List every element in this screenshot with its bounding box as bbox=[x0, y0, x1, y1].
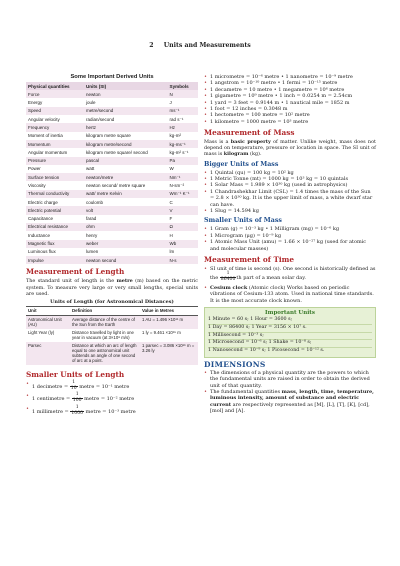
fraction-num: 1 bbox=[70, 406, 84, 412]
fraction-den: 100 bbox=[72, 398, 82, 404]
table-row bbox=[26, 115, 198, 123]
table-cell: weber bbox=[84, 240, 168, 248]
bigger-mass-list bbox=[204, 170, 376, 215]
time-item-2-bold: Cesium clock bbox=[210, 285, 248, 291]
table-cell: joule bbox=[84, 98, 168, 106]
important-unit-row: 1 Nanosecond = 10⁻⁹ s; 1 Picosecond = 10⁻¹² s. bbox=[208, 348, 325, 354]
table-row bbox=[26, 206, 198, 214]
left-column bbox=[26, 74, 198, 418]
table-cell: Power bbox=[26, 165, 84, 173]
table-cell: Surface tension bbox=[26, 173, 84, 181]
table-cell: Force bbox=[26, 90, 84, 98]
list-item-text: 1 hectometre = 100 metre = 10² metre bbox=[210, 112, 310, 119]
table-cell: metre/second bbox=[84, 107, 168, 115]
page-number: 2 bbox=[149, 42, 154, 49]
table-row bbox=[26, 90, 198, 98]
list-item-text: 1 kilometre = 1000 metre = 10³ metre bbox=[210, 118, 309, 125]
table-cell: Nm⁻¹ bbox=[168, 173, 199, 181]
table-cell: kg-m² s⁻¹ bbox=[168, 148, 199, 156]
length-conversions-list bbox=[204, 74, 376, 125]
table-cell: ohm bbox=[84, 223, 168, 231]
important-units-title: Important Units bbox=[265, 310, 315, 317]
list-item: • 1 Chandrashekhar Limit (CSL) = 1.4 times the mass of the Sun = 2.8 × 10³⁰ kg. It is the upper limit of mass, a white dwarf star can have. bbox=[204, 188, 373, 208]
table-cell: 1 ly = 9.461 ×10¹⁵ m bbox=[140, 329, 198, 342]
table-row bbox=[26, 123, 198, 131]
list-item: • 1 centimetre = $\frac{1}{100}$ metre = 10⁻² metre bbox=[26, 392, 135, 404]
dimensions-item-2: • The fundamental quantities mass, length, time, temperature, luminous intensity, amount of substance and electric current are respectively represented as [M], [L], [T], [K], [cd], [mol] and [A]. bbox=[204, 388, 374, 415]
table-row bbox=[26, 231, 198, 239]
table-cell: Capacitance bbox=[26, 215, 84, 223]
important-units-box bbox=[204, 307, 376, 358]
table-cell: Impulse bbox=[26, 256, 84, 264]
dimensions-item-1: • The dimensions of a physical quantity are the powers to which the fundamental units are raised in order to obtain the derived unit of that quantity. bbox=[204, 369, 370, 389]
table-row bbox=[26, 248, 198, 256]
length-heading: Measurement of Length bbox=[26, 267, 125, 277]
table-cell: Hz bbox=[168, 123, 199, 131]
table-cell: coulomb bbox=[84, 198, 168, 206]
astro-units-table bbox=[26, 306, 198, 365]
length-para-bold: metre bbox=[116, 278, 133, 285]
fraction-den: 10 bbox=[70, 385, 77, 391]
table-cell: Frequency bbox=[26, 123, 84, 131]
list-item: • 1 angstrom = 10⁻¹⁰ metre • 1 fermi = 10⁻¹⁵ metre bbox=[204, 80, 338, 87]
important-unit-row: 1 Day = 86400 s; 1 Year = 3156 × 10⁷ s. bbox=[208, 325, 372, 333]
table-cell: C bbox=[168, 198, 199, 206]
table-cell: kilogram metre square bbox=[84, 132, 168, 140]
table-row bbox=[26, 315, 198, 329]
list-item: • 1 decametre = 10 metre • 1 megametre = 10⁶ metre bbox=[204, 86, 345, 93]
table-cell: F bbox=[168, 215, 199, 223]
list-item-text: 1 decametre = 10 metre • 1 megametre = 10⁶ metre bbox=[210, 86, 345, 93]
list-item: • 1 decimetre = $\frac{1}{10}$ metre = 10⁻¹ metre bbox=[26, 379, 130, 391]
table-cell: H bbox=[168, 231, 199, 239]
table-cell: Speed bbox=[26, 107, 84, 115]
list-item: • 1 millimetre = $\frac{1}{1000}$ metre = 10⁻³ metre bbox=[26, 404, 136, 416]
table-cell: rad s⁻¹ bbox=[168, 115, 199, 123]
page-header bbox=[0, 42, 400, 49]
table-cell: Wb bbox=[168, 240, 199, 248]
list-item-text: 1 angstrom = 10⁻¹⁰ metre • 1 fermi = 10⁻¹⁵ metre bbox=[210, 80, 338, 87]
list-item-text: 1 Gram (g) = 10⁻³ kg • 1 Milligram (mg) = 10⁻⁶ kg bbox=[210, 226, 340, 233]
table-row bbox=[26, 240, 198, 248]
table-row bbox=[26, 342, 198, 365]
table-row bbox=[26, 148, 198, 156]
list-item-text: 1 Chandrashekhar Limit (CSL) = 1.4 times the mass of the Sun = 2.8 × 10³⁰ kg. It is the upper limit of mass, a white dwarf star can have. bbox=[210, 188, 373, 208]
list-item: • 1 Microgram (μg) = 10⁻⁹ kg bbox=[204, 232, 282, 239]
smaller-mass-list bbox=[204, 226, 376, 252]
list-item: • 1 micrometre = 10⁻⁶ metre • 1 nanometre = 10⁻⁹ metre bbox=[204, 74, 353, 80]
table-row bbox=[26, 190, 198, 198]
table-cell: N-s bbox=[168, 256, 199, 264]
table-cell: Distance at which an arc of length equal to one astronomical unit subtends an angle of one second of arc at a point. bbox=[70, 342, 140, 365]
time-item-2-text: (Atomic clock) Works based on periodic vibrations of Cesium-133 atom. Used in national time standards. It is the most accurate clock known. bbox=[210, 285, 374, 304]
list-item: • 1 gigametre = 10⁹ metre • 1 inch = 0.0254 m = 2.54cm bbox=[204, 93, 353, 100]
table-cell: kilogram metre square/ second bbox=[84, 148, 168, 156]
table-cell: Ω bbox=[168, 223, 199, 231]
table-row bbox=[26, 165, 198, 173]
table-cell: J bbox=[168, 98, 199, 106]
mass-para-text-3: (kg). bbox=[248, 151, 262, 158]
fraction-num: 1 bbox=[70, 381, 78, 387]
table-row bbox=[26, 107, 198, 115]
table-cell: Moment of inertia bbox=[26, 132, 84, 140]
list-item-text: 1 Solar Mass = 1.989 × 10³⁰ kg (used in astrophysics) bbox=[210, 182, 348, 189]
list-item: • 1 Slug = 14.594 kg bbox=[204, 207, 259, 214]
list-item: • 1 Atomic Mass Unit (amu) = 1.66 × 10⁻²⁷ kg (used for atomic and molecular masses) bbox=[204, 239, 367, 252]
table-cell: newton second bbox=[84, 256, 168, 264]
time-list bbox=[204, 266, 376, 304]
table-row bbox=[26, 98, 198, 106]
astro-col-header: Unit bbox=[26, 306, 70, 315]
list-item: • 1 Metric Tonne (mt) = 1000 kg = 10³ kg = 10 quintals bbox=[204, 175, 349, 182]
table-cell: newton bbox=[84, 90, 168, 98]
table-cell: kg-m² bbox=[168, 132, 199, 140]
derived-col-header: Symbols bbox=[168, 82, 199, 90]
mass-para-bold: basic property bbox=[230, 139, 271, 146]
length-para-text-2: (m) based on the metric system. To measure very large or very small lengths, special units are used. bbox=[26, 278, 198, 297]
dimensions-item-2-bold: mass, length, time, temperature, luminous intensity, amount of substance and electric current bbox=[210, 388, 374, 408]
item-text: metre = 10⁻¹ metre bbox=[77, 383, 130, 390]
time-item-1-text-2: th part of a mean solar day. bbox=[236, 275, 306, 282]
table-cell: Pressure bbox=[26, 157, 84, 165]
mass-paragraph bbox=[204, 139, 376, 157]
fraction bbox=[72, 393, 83, 404]
table-cell: hertz bbox=[84, 123, 168, 131]
derived-units-table bbox=[26, 82, 198, 264]
table-cell: Angular momentum bbox=[26, 148, 84, 156]
derived-col-header: Physical quantities bbox=[26, 82, 84, 90]
list-item-text: 1 foot = 12 inches = 0.3048 m bbox=[210, 106, 288, 113]
table-cell: Luminous flux bbox=[26, 248, 84, 256]
dimensions-item-1-text: The dimensions of a physical quantity are the powers to which the fundamental units are raised in order to obtain the derived unit of that quantity. bbox=[210, 369, 370, 389]
table-cell: henry bbox=[84, 231, 168, 239]
table-cell: Electric charge bbox=[26, 198, 84, 206]
table-cell: lm bbox=[168, 248, 199, 256]
time-item-1-text: SI unit of time is second (s). One second is historically defined as the bbox=[210, 266, 376, 282]
list-item-text: 1 Microgram (μg) = 10⁻⁹ kg bbox=[210, 232, 282, 239]
table-cell: Parsec bbox=[26, 342, 70, 365]
table-cell: 1 parsec = 3.086 ×10¹⁶ m = 3.26 ly bbox=[140, 342, 198, 365]
mass-para-text-2: of matter. Unlike weight, mass does not depend on temperature, pressure or location in space. The SI unit of mass is bbox=[204, 139, 376, 158]
list-item-text: 1 Slug = 14.594 kg bbox=[210, 207, 259, 214]
list-item: • 1 Solar Mass = 1.989 × 10³⁰ kg (used in astrophysics) bbox=[204, 182, 348, 189]
item-text: metre = 10⁻² metre bbox=[82, 396, 135, 403]
important-unit-row: 1 Minute = 60 s; 1 Hour = 3600 s; bbox=[208, 317, 372, 325]
dimensions-item-2-text-2: are respectively represented as [M], [L], [T], [K], [cd], [mol] and [A]. bbox=[210, 401, 370, 415]
table-cell: watt bbox=[84, 165, 168, 173]
list-item: • 1 Quintal (qu) = 100 kg = 10² kg bbox=[204, 169, 294, 176]
list-item: • 1 kilometre = 1000 metre = 10³ metre bbox=[204, 118, 309, 125]
list-item: • 1 hectometre = 100 metre = 10² metre bbox=[204, 112, 310, 119]
table-cell: Astronomical Unit (AU) bbox=[26, 315, 70, 329]
list-item-text: 1 yard = 3 feet = 0.9144 m • 1 nautical mile = 1852 m bbox=[210, 99, 350, 106]
table-cell: newton/metre bbox=[84, 173, 168, 181]
table-cell: Average distance of the centre of the Sun from the Earth bbox=[70, 315, 140, 329]
table-cell: W bbox=[168, 165, 199, 173]
fraction-num: 1 bbox=[72, 393, 83, 399]
list-item-text: 1 gigametre = 10⁹ metre • 1 inch = 0.0254 m = 2.54cm bbox=[210, 93, 353, 100]
smaller-length-list bbox=[26, 381, 198, 417]
table-row bbox=[26, 173, 198, 181]
table-cell: kg-ms⁻¹ bbox=[168, 140, 199, 148]
table-cell: volt bbox=[84, 206, 168, 214]
table-cell: N bbox=[168, 90, 199, 98]
table-cell: ms⁻¹ bbox=[168, 107, 199, 115]
mass-para-bold-2: kilogram bbox=[223, 151, 249, 158]
list-item: • 1 Gram (g) = 10⁻³ kg • 1 Milligram (mg) = 10⁻⁶ kg bbox=[204, 226, 340, 233]
table-cell: Angular velocity bbox=[26, 115, 84, 123]
table-row bbox=[26, 132, 198, 140]
smaller-mass-heading: Smaller Units of Mass bbox=[204, 217, 282, 225]
table-row bbox=[26, 256, 198, 264]
list-item-text: 1 Atomic Mass Unit (amu) = 1.66 × 10⁻²⁷ kg (used for atomic and molecular masses) bbox=[210, 239, 367, 252]
table-cell: farad bbox=[84, 215, 168, 223]
table-cell: Energy bbox=[26, 98, 84, 106]
time-item-1: • SI unit of time is second (s). One second is historically defined as the $\frac{1}{86400}$ th part of a mean solar day. bbox=[204, 266, 376, 283]
table-cell: radian/second bbox=[84, 115, 168, 123]
list-item: • 1 foot = 12 inches = 0.3048 m bbox=[204, 106, 288, 113]
list-item-text: 1 micrometre = 10⁻⁶ metre • 1 nanometre = 10⁻⁹ metre bbox=[210, 74, 353, 80]
derived-col-header: Units (SI) bbox=[84, 82, 168, 90]
time-fraction-den: 86400 bbox=[220, 277, 236, 283]
table-cell: N-sm⁻² bbox=[168, 181, 199, 189]
item-text: 1 millimetre = bbox=[32, 408, 71, 415]
dimensions-heading: DIMENSIONS bbox=[204, 359, 266, 369]
fraction bbox=[70, 406, 84, 417]
table-cell: Thermal conductivity bbox=[26, 190, 84, 198]
table-cell: watt/ metre Kelvin bbox=[84, 190, 168, 198]
item-text: metre = 10⁻³ metre bbox=[84, 408, 136, 415]
astro-table-title: Units of Length (for Astronomical Distances) bbox=[50, 298, 174, 305]
table-cell: kilogram metre/second bbox=[84, 140, 168, 148]
table-cell: Electric potential bbox=[26, 206, 84, 214]
table-cell: Viscosity bbox=[26, 181, 84, 189]
list-item: • 1 yard = 3 feet = 0.9144 m • 1 nautical mile = 1852 m bbox=[204, 99, 350, 106]
table-cell: pascal bbox=[84, 157, 168, 165]
right-column bbox=[204, 74, 376, 415]
table-cell: Inductance bbox=[26, 231, 84, 239]
table-row bbox=[26, 181, 198, 189]
table-row bbox=[26, 215, 198, 223]
table-cell: newton second/ metre square bbox=[84, 181, 168, 189]
astro-col-header: Definition bbox=[70, 306, 140, 315]
item-text: 1 decimetre = bbox=[32, 383, 70, 390]
astro-col-header: Value in Metres bbox=[140, 306, 198, 315]
list-item-text: 1 Quintal (qu) = 100 kg = 10² kg bbox=[210, 169, 294, 176]
table-row bbox=[26, 223, 198, 231]
table-cell: lumen bbox=[84, 248, 168, 256]
important-unit-row: 1 Microsecond = 10⁻⁶ s; 1 Shake = 10⁻⁸ s; bbox=[208, 340, 372, 348]
chapter-title: Units and Measurements bbox=[163, 42, 251, 49]
time-fraction-num: 1 bbox=[220, 272, 237, 278]
table-row bbox=[26, 329, 198, 342]
table-row bbox=[26, 140, 198, 148]
item-text: 1 centimetre = bbox=[32, 396, 72, 403]
dimensions-list bbox=[204, 370, 376, 415]
smaller-length-heading: Smaller Units of Length bbox=[26, 369, 125, 379]
time-heading: Measurement of Time bbox=[204, 255, 295, 264]
fraction bbox=[70, 381, 78, 392]
table-row bbox=[26, 198, 198, 206]
mass-para-text: Mass is a bbox=[204, 139, 231, 146]
table-cell: V bbox=[168, 206, 199, 214]
derived-units-title: Some Important Derived Units bbox=[70, 74, 154, 80]
table-cell: Wm⁻¹ K⁻¹ bbox=[168, 190, 199, 198]
important-unit-row: 1 Millisecond = 10⁻³ s; bbox=[208, 333, 372, 341]
table-cell: Magnetic flux bbox=[26, 240, 84, 248]
length-paragraph bbox=[26, 278, 198, 296]
table-cell: 1 AU = 1.496 ×10¹¹ m bbox=[140, 315, 198, 329]
table-cell: Pa bbox=[168, 157, 199, 165]
fraction-den: 1000 bbox=[71, 410, 84, 416]
time-item-2: • Cesium clock (Atomic clock) Works based on periodic vibrations of Cesium-133 atom. Used in national time standards. It is the most accurate clock known. bbox=[204, 285, 374, 304]
time-fraction bbox=[220, 272, 237, 283]
list-item-text: 1 Metric Tonne (mt) = 1000 kg = 10³ kg = 10 quintals bbox=[210, 175, 349, 182]
table-cell: Light Year (ly) bbox=[26, 329, 70, 342]
bigger-mass-heading: Bigger Units of Mass bbox=[204, 160, 279, 168]
table-row bbox=[26, 157, 198, 165]
table-cell: Electrical resistance bbox=[26, 223, 84, 231]
table-cell: Distance travelled by light in one year in vacuum (at 3×10⁸ m/s) bbox=[70, 329, 140, 342]
mass-heading: Measurement of Mass bbox=[204, 128, 295, 138]
table-cell: Momentum bbox=[26, 140, 84, 148]
length-para-text: The standard unit of length is the bbox=[26, 278, 117, 285]
dimensions-item-2-text: The fundamental quantities bbox=[210, 388, 282, 395]
